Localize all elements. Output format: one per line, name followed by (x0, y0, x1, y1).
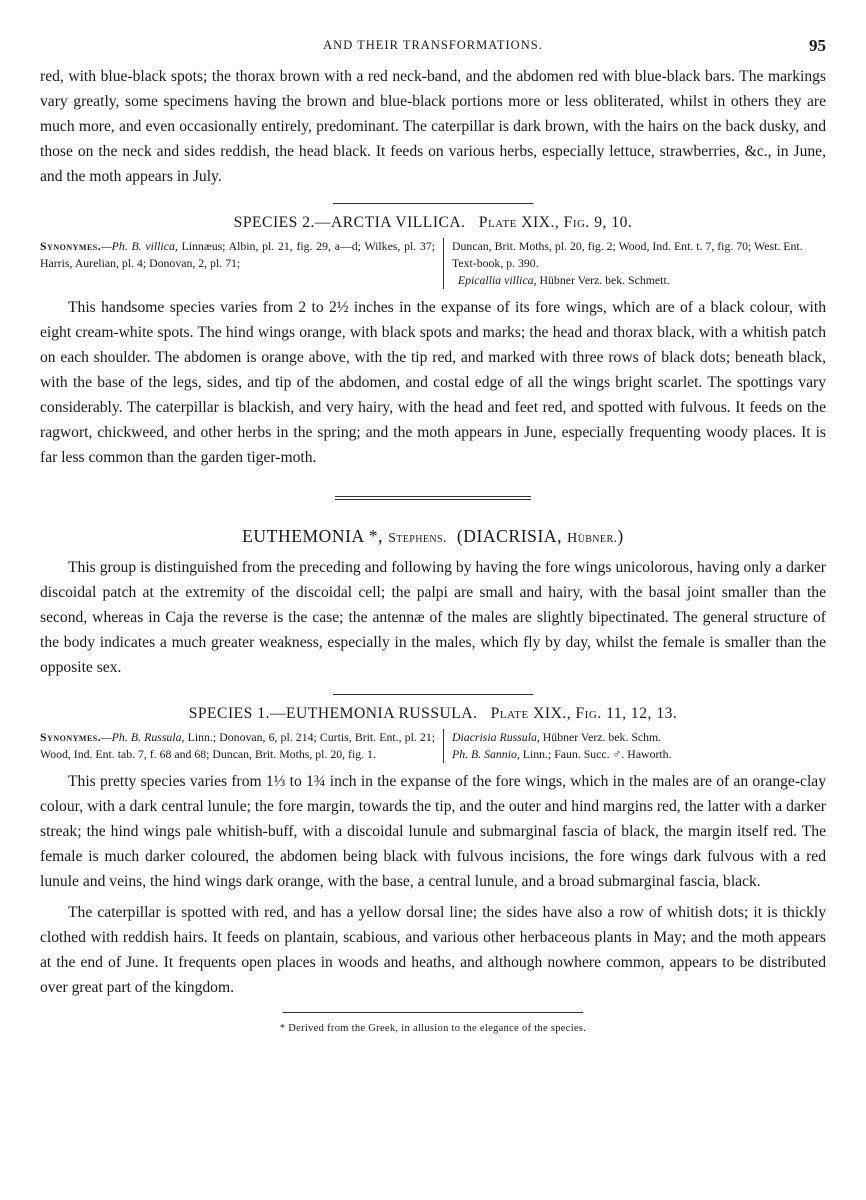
species-1-synonyms-left (40, 729, 443, 763)
synonym-diacrisia: Diacrisia Russula, (452, 730, 540, 744)
species-1-caterpillar: The caterpillar is spotted with red, and has a yellow dorsal line; the sides have also a row of whitish dots; it is thickly clothed with reddish hairs. It feeds on plantain, scabious, and various other herbaceous plants in May; and the moth appears at the end of June. It frequents open places in woods and heaths, and although nowhere common, appears to be distributed over great part of the kingdom. (40, 904, 826, 996)
genus-heading (40, 526, 826, 547)
species-1-description: This pretty species varies from 1⅓ to 1¾ inch in the expanse of the fore wings, which in the males are of an orange-clay colour, with a dark central lunule; the fore margin, towards the tip, and the outer and hind margins red, the latter with a darker streak; the hind wings pale whitish-buff, with a discoidal lunule and submarginal fascia of black, the margin itself red. The female is much darker coloured, the abdomen being black with fulvous incisions, the fore wings dark fulvous with a red lunule and veins, the hind wings dark orange, with the base, a central lunule, and a broad submarginal fascia, black. (40, 773, 826, 890)
species-2-synonyms (40, 238, 826, 289)
genus-description: This group is distinguished from the preceding and following by having the fore wings unicolorous, having only a darker discoidal patch at the extremity of the discoidal cell; the palpi are small and hairy, with the basal joint smaller than the second, whereas in Caja the reverse is the case; the antennæ of the males are slightly bipectinated. The general structure of the body indicates a much greater weakness, especially in the males, which fly by day, whilst the female is smaller than the opposite sex. (40, 559, 826, 676)
intro-paragraph: red, with blue-black spots; the thorax brown with a red neck-band, and the abdomen red with blue-black bars. The markings vary greatly, some specimens having the brown and blue-black portions more or less obliterated, whilst in others they are much more, and even occasionally entirely, predominant. The caterpillar is dark brown, with the hairs on the back dusky, and those on the neck and sides reddish, the head black. It feeds on various herbs, especially lettuce, strawberries, &c., in June, and the moth appears in July. (40, 68, 826, 185)
synonym-primary: —Ph. B. villica, (101, 239, 178, 253)
genus-name: EUTHEMONIA *, (242, 526, 384, 546)
synonym-primary: —Ph. B. Russula, (101, 730, 185, 744)
section-divider-2 (333, 694, 533, 695)
double-divider (335, 496, 531, 500)
synonym-sannio: Ph. B. Sannio, (452, 747, 520, 761)
section-divider (333, 203, 533, 204)
synonym-references: Linn.; Donovan, 6, pl. 214; Curtis, Brit. Ent., pl. 21; Wood, Ind. Ent. tab. 7, f. 68 and 68; Duncan, Brit. Moths, pl. 20, fig. 1. (40, 730, 436, 761)
species-2-plate: Plate XIX., Fig. 9, 10. (478, 214, 633, 231)
species-2-synonyms-right (443, 238, 826, 289)
species-1-plate: Plate XIX., Fig. 11, 12, 13. (490, 705, 678, 722)
species-2-title: SPECIES 2.—ARCTIA VILLICA. (233, 214, 466, 231)
species-2-synonyms-left (40, 238, 443, 289)
species-2-heading (40, 214, 826, 232)
synonym-references-right: Duncan, Brit. Moths, pl. 20, fig. 2; Wood, Ind. Ent. t. 7, fig. 70; West. Ent. Text-book, p. 390. (452, 239, 803, 270)
species-1-synonyms (40, 729, 826, 763)
species-1-title: SPECIES 1.—EUTHEMONIA RUSSULA. (188, 705, 478, 722)
genus-author: Stephens. (388, 531, 447, 546)
running-title: AND THEIR TRANSFORMATIONS. (323, 38, 543, 52)
page-number: 95 (809, 36, 826, 55)
synonym-hubner: Hübner Verz. bek. Schm. (542, 730, 662, 744)
footnote: * Derived from the Greek, in allusion to the elegance of the species. (279, 1023, 587, 1034)
footnote-divider (283, 1012, 583, 1013)
synonymes-label: Synonymes. (40, 239, 102, 253)
running-head (40, 38, 826, 64)
species-1-heading (40, 705, 826, 723)
synonym-hubner: Hübner Verz. bek. Schmett. (539, 273, 670, 287)
genus-alt-author: Hübner. (567, 531, 618, 546)
synonym-references: Linnæus; Albin, pl. 21, fig. 29, a—d; Wilkes, pl. 37; Harris, Aurelian, pl. 4; Donovan, 2, pl. 71; (40, 239, 436, 270)
species-2-description: This handsome species varies from 2 to 2½ inches in the expanse of its fore wings, which are of a black colour, with eight cream-white spots. The hind wings orange, with black spots and marks; the head and thorax black, with a whitish patch on each shoulder. The abdomen is orange above, with the tip red, and marked with three rows of black dots; beneath black, with the base of the legs, sides, and tip of the abdomen, and costal edge of all the wings bright scarlet. The spottings vary considerably. The caterpillar is blackish, and very hairy, with the head and feet red, and spotted with fulvous. It feeds on the ragwort, chickweed, and other herbs in the spring; and the moth appears in June, especially frequenting woody places. It is far less common than the garden tiger-moth. (40, 299, 826, 466)
synonym-epicallia: Epicallia villica, (457, 273, 537, 287)
species-1-synonyms-right (443, 729, 826, 763)
genus-alt-close: ) (617, 526, 624, 546)
book-page (40, 38, 826, 1034)
genus-alt-name: (DIACRISIA, (456, 526, 563, 546)
synonymes-label: Synonymes. (40, 730, 102, 744)
synonym-linn: Linn.; Faun. Succ. ♂. Haworth. (522, 747, 672, 761)
